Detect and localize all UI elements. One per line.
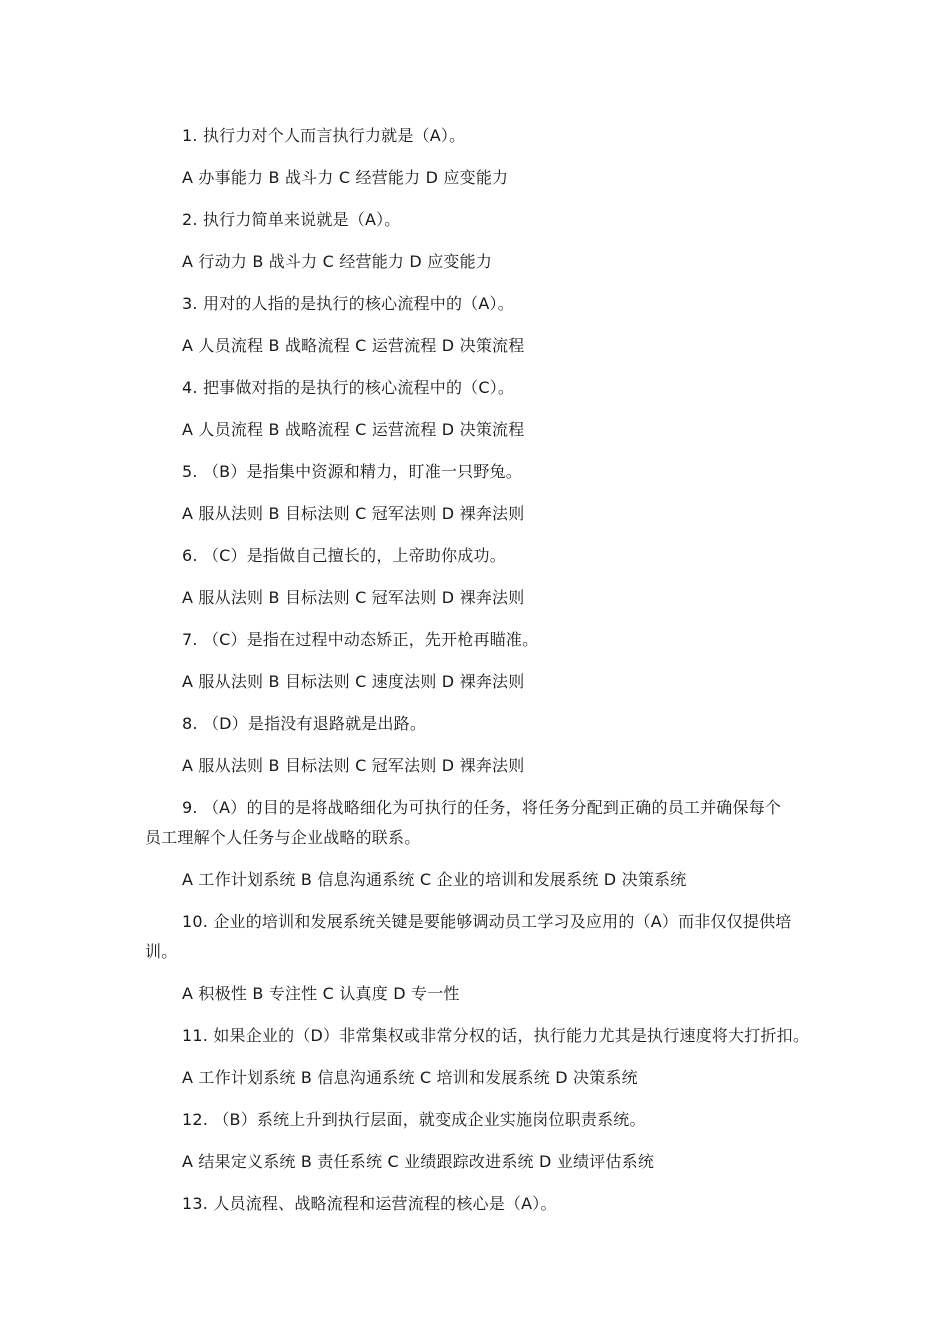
question-13: 13. 人员流程、战略流程和运营流程的核心是（A）。 [182, 1194, 557, 1213]
options-5: A 服从法则 B 目标法则 C 冠军法则 D 裸奔法则 [182, 504, 525, 523]
question-2: 2. 执行力简单来说就是（A）。 [182, 210, 401, 229]
options-2: A 行动力 B 战斗力 C 经营能力 D 应变能力 [182, 252, 493, 271]
options-4: A 人员流程 B 战略流程 C 运营流程 D 决策流程 [182, 420, 525, 439]
question-7: 7. （C）是指在过程中动态矫正，先开枪再瞄准。 [182, 630, 539, 649]
question-10-continued: 训。 [145, 942, 178, 961]
options-6: A 服从法则 B 目标法则 C 冠军法则 D 裸奔法则 [182, 588, 525, 607]
options-3: A 人员流程 B 战略流程 C 运营流程 D 决策流程 [182, 336, 525, 355]
question-9-continued: 员工理解个人任务与企业战略的联系。 [145, 828, 421, 847]
question-10: 10. 企业的培训和发展系统关键是要能够调动员工学习及应用的（A）而非仅仅提供培 [182, 912, 792, 931]
question-4: 4. 把事做对指的是执行的核心流程中的（C）。 [182, 378, 515, 397]
options-12: A 结果定义系统 B 责任系统 C 业绩跟踪改进系统 D 业绩评估系统 [182, 1152, 655, 1171]
question-12: 12. （B）系统上升到执行层面，就变成企业实施岗位职责系统。 [182, 1110, 646, 1129]
question-5: 5. （B）是指集中资源和精力，盯准一只野兔。 [182, 462, 522, 481]
options-11: A 工作计划系统 B 信息沟通系统 C 培训和发展系统 D 决策系统 [182, 1068, 638, 1087]
question-11: 11. 如果企业的（D）非常集权或非常分权的话，执行能力尤其是执行速度将大打折扣。 [182, 1026, 810, 1045]
options-10: A 积极性 B 专注性 C 认真度 D 专一性 [182, 984, 460, 1003]
question-8: 8. （D）是指没有退路就是出路。 [182, 714, 427, 733]
question-3: 3. 用对的人指的是执行的核心流程中的（A）。 [182, 294, 514, 313]
question-9: 9. （A）的目的是将战略细化为可执行的任务，将任务分配到正确的员工并确保每个 [182, 798, 782, 817]
options-1: A 办事能力 B 战斗力 C 经营能力 D 应变能力 [182, 168, 509, 187]
options-8: A 服从法则 B 目标法则 C 冠军法则 D 裸奔法则 [182, 756, 525, 775]
options-7: A 服从法则 B 目标法则 C 速度法则 D 裸奔法则 [182, 672, 525, 691]
question-1: 1. 执行力对个人而言执行力就是（A）。 [182, 126, 466, 145]
question-6: 6. （C）是指做自己擅长的，上帝助你成功。 [182, 546, 506, 565]
options-9: A 工作计划系统 B 信息沟通系统 C 企业的培训和发展系统 D 决策系统 [182, 870, 687, 889]
